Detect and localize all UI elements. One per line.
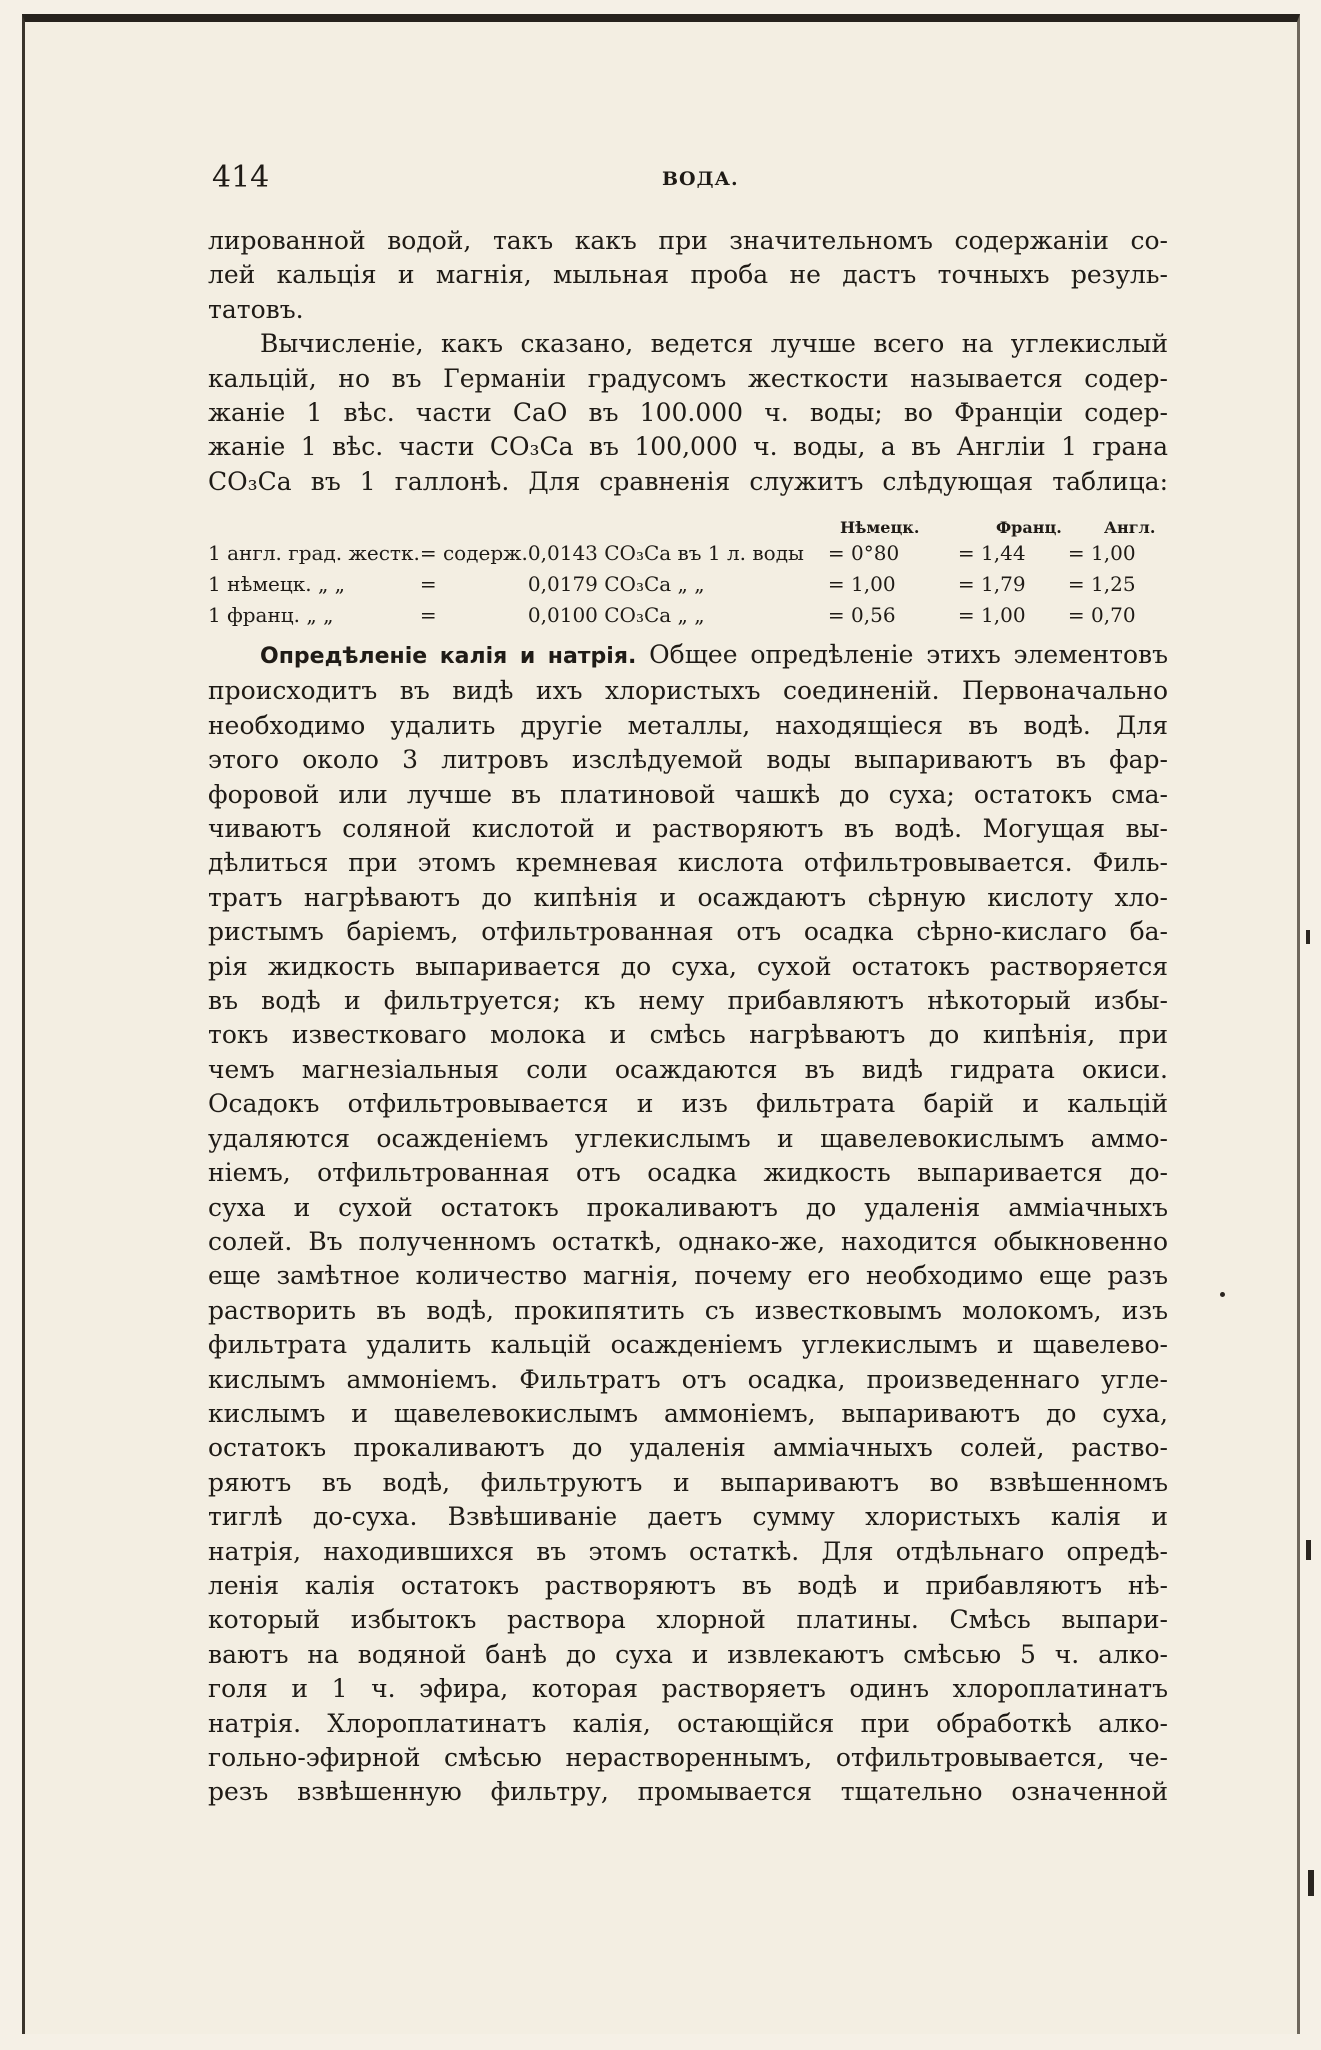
running-title: ВОДА. <box>662 168 739 190</box>
row-english: = 0,70 <box>1067 603 1136 627</box>
row-french: = 1,00 <box>957 603 1026 627</box>
margin-dot <box>1220 1292 1225 1297</box>
text-line: резъ взвѣшенную фильтру, промывается тщательно означенной <box>208 1777 1168 1807</box>
table-row <box>208 569 1168 600</box>
paragraph-potassium-sodium <box>208 638 1168 1810</box>
row-english: = 1,00 <box>1067 541 1136 565</box>
text-line: остатокъ прокаливаютъ до удаленiя амміачныхъ солей, раство- <box>208 1433 1168 1463</box>
text-line: ристымъ барiемъ, отфильтрованная отъ осадка сѣрно-кислаго ба- <box>208 917 1168 947</box>
text-line: голя и 1 ч. эфира, которая растворяетъ одинъ хлороплатинатъ <box>208 1674 1168 1704</box>
text-line: кальцiй, но въ Германiи градусомъ жесткости называется содер- <box>208 363 1168 393</box>
text-line: татовъ. <box>208 294 304 324</box>
margin-mark <box>1306 1540 1311 1560</box>
text-line: тиглѣ до-суха. Взвѣшиванiе даетъ сумму хлористыхъ калiя и <box>208 1502 1168 1532</box>
row-label: 1 нѣмецк. „ „ <box>208 572 346 596</box>
text-line: удаляются осажденiемъ углекислымъ и щавелевокислымъ аммо- <box>208 1123 1168 1153</box>
text-line: ваютъ на водяной банѣ до суха и извлекаютъ смѣсью 5 ч. алко- <box>208 1639 1168 1669</box>
text-line: Вычисленiе, какъ сказано, ведется лучше всего на углекислый <box>260 329 1168 359</box>
section-first-line-text: Общее опредѣленiе этихъ элементовъ <box>649 640 1168 669</box>
row-amount: 0,0143 CO₃Ca въ 1 л. воды <box>527 541 804 565</box>
row-german: = 1,00 <box>827 572 896 596</box>
text-line: необходимо удалить другiе металлы, находящiеся въ водѣ. Для <box>208 710 1168 740</box>
text-line: нiемъ, отфильтрованная отъ осадка жидкость выпаривается до- <box>208 1158 1168 1188</box>
text-line: лированной водой, такъ какъ при значительномъ содержанiи со- <box>208 226 1168 255</box>
table-row <box>208 600 1168 631</box>
text-line: въ водѣ и фильтруется; къ нему прибавляютъ нѣкоторый избы- <box>208 986 1168 1016</box>
text-line: чемъ магнезiальныя соли осаждаются въ видѣ гидрата окиси. <box>208 1054 1168 1084</box>
text-line: токъ известковаго молока и смѣсь нагрѣваютъ до кипѣнiя, при <box>208 1020 1168 1050</box>
row-amount: 0,0100 CO₃Ca „ „ <box>527 603 705 627</box>
table-col-german: Нѣмецк. <box>840 518 920 537</box>
text-line: жанiе 1 вѣс. части CO₃Ca въ 100,000 ч. воды, а въ Англiи 1 грана <box>208 432 1168 462</box>
hardness-table <box>208 538 1168 631</box>
page-number: 414 <box>212 160 270 195</box>
text-line: этого около 3 литровъ изслѣдуемой воды выпариваютъ въ фар- <box>208 745 1168 775</box>
row-german: = 0,56 <box>827 603 896 627</box>
margin-mark <box>1306 930 1310 944</box>
text-line: чиваютъ соляной кислотой и растворяютъ въ водѣ. Могущая вы- <box>208 814 1168 844</box>
row-english: = 1,25 <box>1067 572 1136 596</box>
text-line: дѣлиться при этомъ кремневая кислота отфильтровывается. Филь- <box>208 848 1168 878</box>
text-line: растворить въ водѣ, прокипятить съ известковымъ молокомъ, изъ <box>208 1295 1168 1325</box>
text-line: солей. Въ полученномъ остаткѣ, однако-же, находится обыкновенно <box>208 1226 1168 1256</box>
section-heading: Опредѣленiе калiя и натрiя. <box>260 644 637 669</box>
text-line: лей кальцiя и магнiя, мыльная проба не дастъ точныхъ резуль- <box>208 260 1168 290</box>
text-line: кислымъ и щавелевокислымъ аммонiемъ, выпариваютъ до суха, <box>208 1398 1168 1428</box>
text-line: происходитъ въ видѣ ихъ хлористыхъ соединенiй. Первоначально <box>208 676 1168 706</box>
page-header <box>212 160 1168 200</box>
text-line: тратъ нагрѣваютъ до кипѣнiя и осаждаютъ сѣрную кислоту хло- <box>208 882 1168 912</box>
row-french: = 1,79 <box>957 572 1026 596</box>
text-line: гольно-эфирной смѣсью нерастворeннымъ, отфильтровывается, че- <box>208 1743 1168 1772</box>
text-line: натрiя. Хлороплатинатъ калiя, остающiйся при обработкѣ алко- <box>208 1708 1168 1738</box>
row-french: = 1,44 <box>957 541 1026 565</box>
row-amount: 0,0179 CO₃Ca „ „ <box>527 572 705 596</box>
paragraph-intro <box>208 224 1168 499</box>
row-german: = 0°80 <box>827 541 900 565</box>
text-line: еще замѣтное количество магнiя, почему его необходимо еще разъ <box>208 1261 1168 1291</box>
table-row <box>208 538 1168 569</box>
text-line: который избытокъ раствора хлорной платины. Смѣсь выпари- <box>208 1605 1168 1635</box>
row-eq: = <box>419 572 437 596</box>
row-label: 1 франц. „ „ <box>208 603 334 627</box>
text-line: жанiе 1 вѣс. части CaO въ 100.000 ч. воды; во Францiи содер- <box>208 398 1168 428</box>
text-line: кислымъ аммонiемъ. Фильтратъ отъ осадка, произведеннаго угле- <box>208 1364 1168 1394</box>
section-first-line <box>208 638 1168 674</box>
text-line: форовой или лучше въ платиновой чашкѣ до суха; остатокъ сма- <box>208 779 1168 809</box>
text-line: суха и сухой остатокъ прокаливаютъ до удаленiя амміачныхъ <box>208 1192 1168 1222</box>
text-line: натрiя, находившихся въ этомъ остаткѣ. Для отдѣльнаго опредѣ- <box>208 1536 1168 1566</box>
text-line: рiя жидкость выпаривается до суха, сухой остатокъ растворяется <box>208 951 1168 981</box>
text-line: Осадокъ отфильтровывается и изъ фильтрата барiй и кальцiй <box>208 1089 1168 1119</box>
text-line: фильтрата удалить кальцiй осажденiемъ углекислымъ и щавелево- <box>208 1330 1168 1360</box>
table-col-french: Франц. <box>996 518 1062 537</box>
margin-mark <box>1308 1870 1314 1896</box>
text-line: ряютъ въ водѣ, фильтруютъ и выпариваютъ во взвѣшенномъ <box>208 1467 1168 1497</box>
text-line: ленiя калiя остатокъ растворяютъ въ водѣ и прибавляютъ нѣ- <box>208 1570 1168 1600</box>
row-eq: = <box>419 603 437 627</box>
table-col-english: Англ. <box>1104 518 1156 537</box>
text-line: CO₃Ca въ 1 галлонѣ. Для сравненiя служитъ слѣдующая таблица: <box>208 466 1168 496</box>
row-eq: = содерж. <box>419 541 528 565</box>
row-label: 1 англ. град. жестк. <box>208 541 420 565</box>
